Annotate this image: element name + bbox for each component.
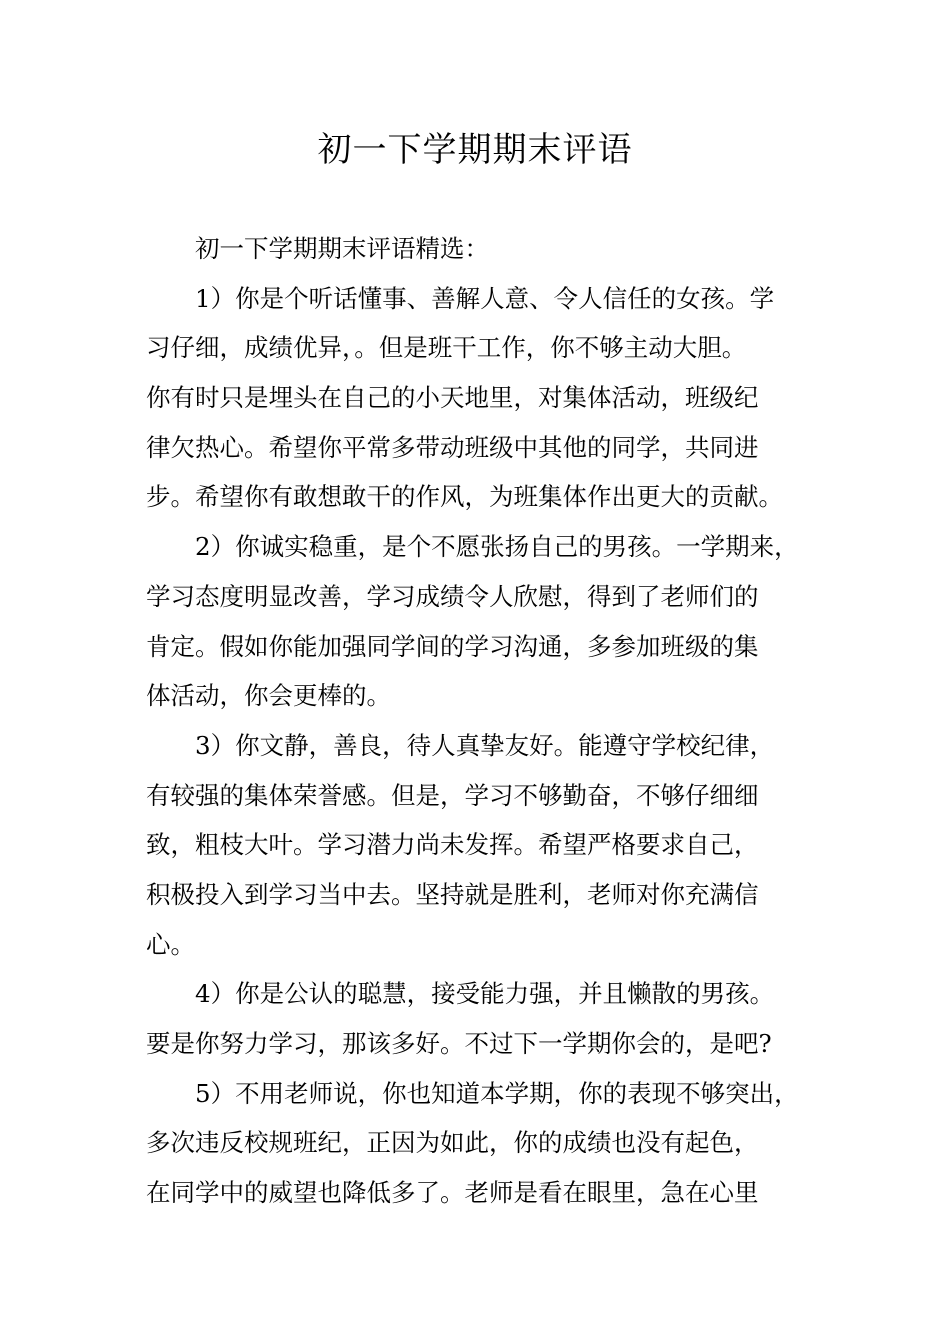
comment-2-line: 学习态度明显改善，学习成绩令人欣慰，得到了老师们的 — [146, 581, 759, 611]
comment-1-line: 1）你是个听话懂事、善解人意、令人信任的女孩。学 — [195, 283, 775, 313]
document-body — [146, 224, 846, 1218]
comment-1-line: 步。希望你有敢想敢干的作风，为班集体作出更大的贡献。 — [146, 482, 783, 512]
comment-3-line: 有较强的集体荣誉感。但是，学习不够勤奋，不够仔细细 — [146, 780, 759, 810]
comment-5-line: 多次违反校规班纪，正因为如此，你的成绩也没有起色， — [146, 1128, 759, 1158]
comment-2-line: 2）你诚实稳重，是个不愿张扬自己的男孩。一学期来， — [195, 532, 799, 562]
comment-1-line: 习仔细，成绩优异，。但是班干工作，你不够主动大胆。 — [146, 333, 747, 363]
intro-line: 初一下学期期末评语精选： — [195, 234, 489, 263]
comment-3-line: 3）你文静，善良，待人真挚友好。能遵守学校纪律， — [195, 730, 775, 760]
comment-2-line: 肯定。假如你能加强同学间的学习沟通，多参加班级的集 — [146, 631, 759, 661]
comment-4-line: 4）你是公认的聪慧，接受能力强，并且懒散的男孩。 — [195, 979, 775, 1009]
comment-5-line: 5）不用老师说，你也知道本学期，你的表现不够突出， — [195, 1078, 799, 1108]
comment-4-line: 要是你努力学习，那该多好。不过下一学期你会的，是吧? — [146, 1029, 772, 1058]
comment-3-line: 致，粗枝大叶。学习潜力尚未发挥。希望严格要求自己， — [146, 830, 759, 860]
comment-5-line: 在同学中的威望也降低多了。老师是看在眼里，急在心里 — [146, 1178, 759, 1208]
comment-1-line: 你有时只是埋头在自己的小天地里，对集体活动，班级纪 — [146, 383, 759, 413]
comment-3-line: 心。 — [146, 929, 195, 959]
document-title: 初一下学期期末评语 — [317, 130, 633, 170]
comment-2-line: 体活动，你会更棒的。 — [146, 681, 391, 711]
comment-3-line: 积极投入到学习当中去。坚持就是胜利，老师对你充满信 — [146, 879, 759, 909]
comment-1-line: 律欠热心。希望你平常多带动班级中其他的同学，共同进 — [146, 432, 759, 462]
